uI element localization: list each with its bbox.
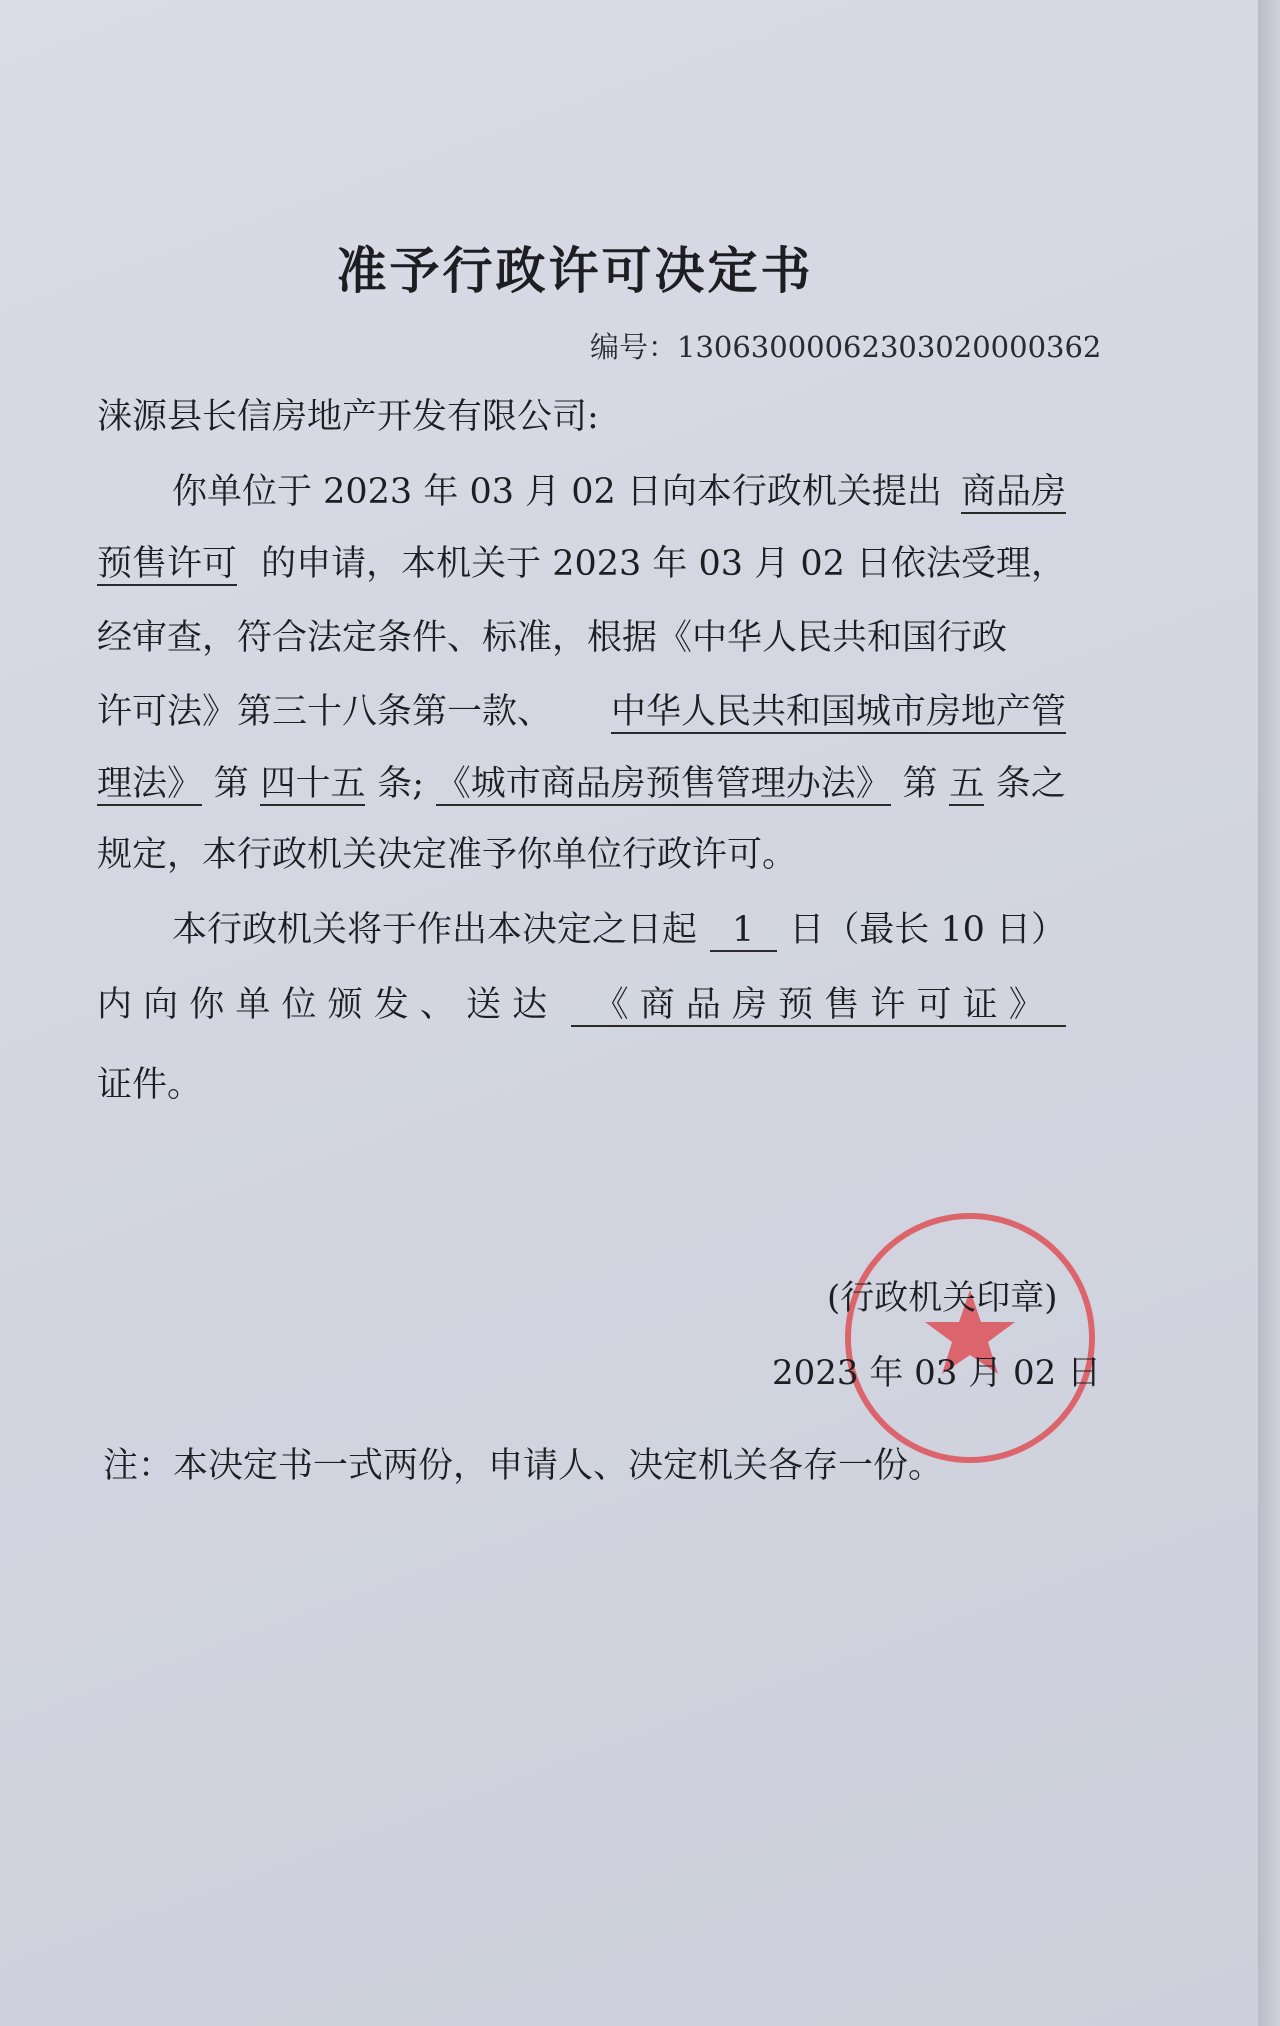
body-text: 你单位于 2023 年 03 月 02 日向本行政机关提出 bbox=[172, 472, 942, 512]
body-text: 条; bbox=[377, 764, 424, 804]
underlined-text: 五 bbox=[949, 764, 985, 804]
body-text: 日（最长 10 日） bbox=[789, 910, 1066, 950]
page-edge bbox=[1258, 0, 1280, 2026]
footnote: 注：本决定书一式两份，申请人、决定机关各存一份。 bbox=[103, 1446, 944, 1486]
body-text: 经审查，符合法定条件、标准，根据《中华人民共和国行政 bbox=[97, 618, 1008, 658]
body-text: 第 bbox=[213, 764, 249, 804]
underlined-text: 1 bbox=[709, 910, 777, 950]
body-line bbox=[97, 833, 897, 877]
body-text: 证件。 bbox=[97, 1065, 203, 1105]
body-text: 规定，本行政机关决定准予你单位行政许可。 bbox=[97, 835, 798, 875]
body-text: 的申请，本机关于 2023 年 03 月 02 日依法受理， bbox=[261, 544, 1066, 584]
official-seal bbox=[840, 1208, 1100, 1468]
document-number: 编号：13063000062303020000362 bbox=[590, 330, 1102, 364]
underlined-text: 中华人民共和国城市房地产管 bbox=[610, 692, 1066, 732]
body-line bbox=[172, 908, 1066, 952]
underlined-text: 商品房 bbox=[960, 472, 1066, 512]
body-line bbox=[172, 470, 1066, 514]
underlined-text: 四十五 bbox=[260, 764, 366, 804]
underlined-text: 预售许可 bbox=[97, 544, 238, 584]
underlined-text: 《城市商品房预售管理办法》 bbox=[435, 764, 891, 804]
underlined-text: 《 商 品 房 预 售 许 可 证 》 bbox=[571, 985, 1066, 1025]
body-line bbox=[97, 616, 1066, 660]
document-title: 准予行政许可决定书 bbox=[336, 241, 814, 300]
body-text: 条之 bbox=[995, 764, 1066, 804]
body-text: 第 bbox=[902, 764, 938, 804]
body-text: 许可法》第三十八条第一款、 bbox=[97, 692, 553, 732]
body-line bbox=[97, 762, 1066, 806]
addressee: 涞源县长信房地产开发有限公司: bbox=[97, 397, 599, 437]
decision-date: 2023 年 03 月 02 日 bbox=[772, 1353, 1102, 1393]
body-line bbox=[97, 983, 1066, 1027]
body-line bbox=[97, 690, 1066, 734]
body-line bbox=[97, 542, 1066, 586]
underlined-text: 理法》 bbox=[97, 764, 203, 804]
body-line bbox=[97, 1063, 202, 1107]
body-text: 内 向 你 单 位 颁 发 、 送 达 bbox=[97, 985, 559, 1025]
body-text: 本行政机关将于作出本决定之日起 bbox=[172, 910, 698, 950]
seal-label: (行政机关印章) bbox=[827, 1278, 1058, 1318]
